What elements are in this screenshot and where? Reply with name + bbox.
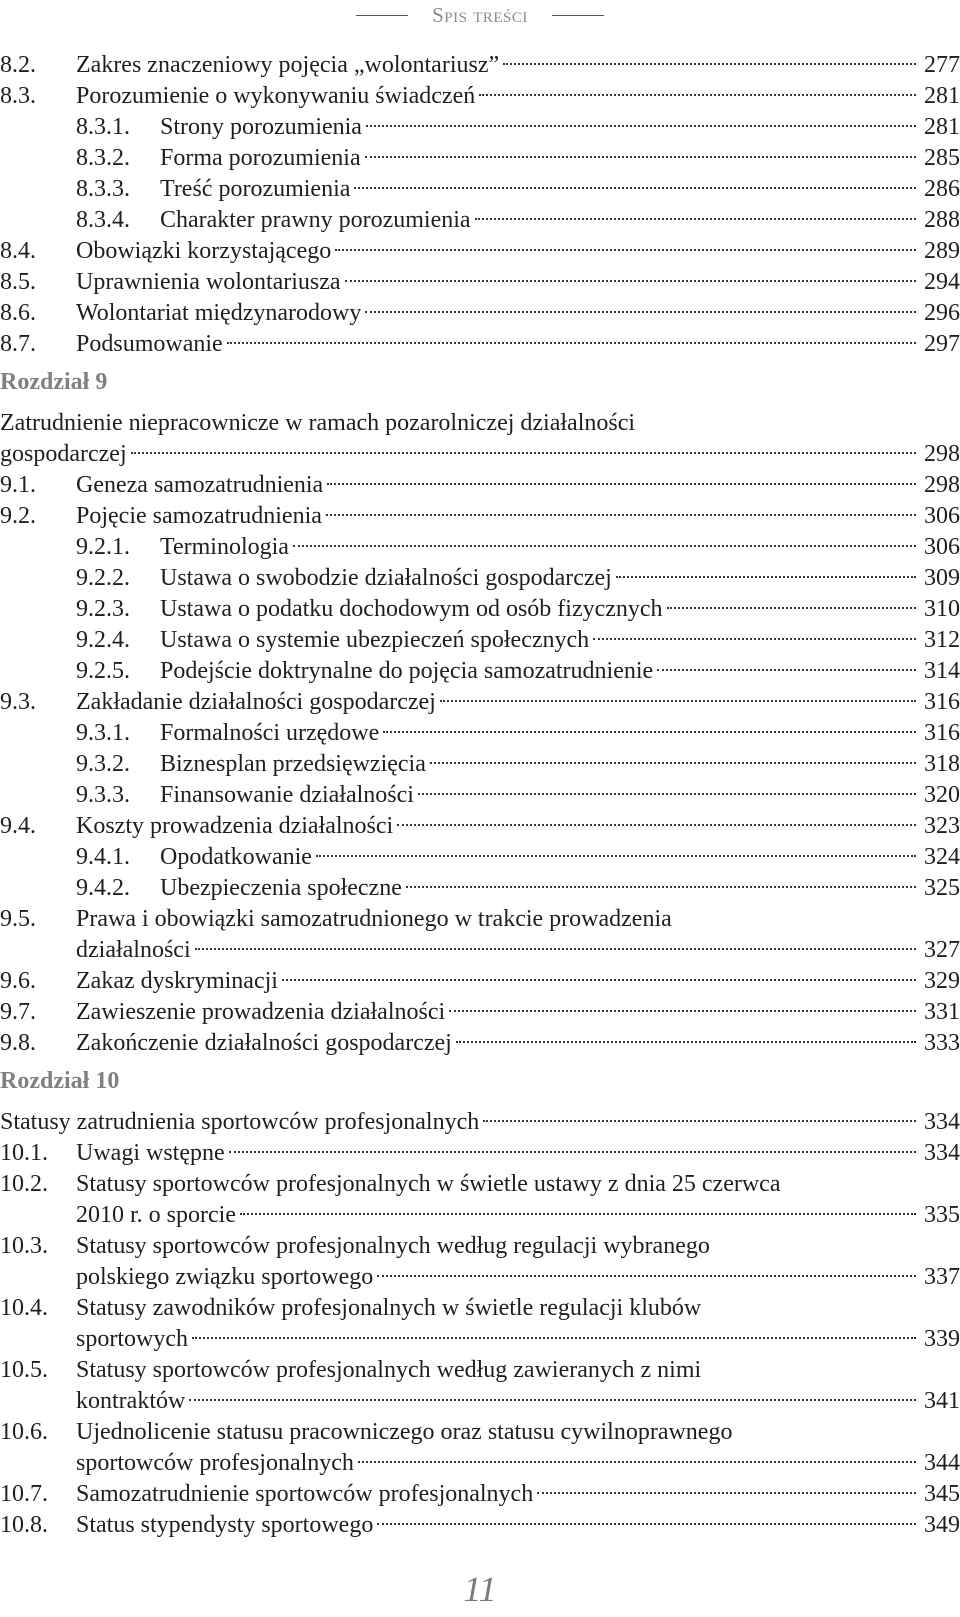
toc-entry-page: 337 xyxy=(924,1264,960,1290)
dot-leader xyxy=(449,1010,916,1012)
toc-entry-title: Podejście doktrynalne do pojęcia samozatrudnienie xyxy=(160,658,654,684)
toc-entry-page: 339 xyxy=(924,1326,960,1352)
toc-entry-number: 8.3.2. xyxy=(76,145,130,171)
toc-entry-page: 312 xyxy=(924,627,960,653)
toc-entry-page: 324 xyxy=(924,844,960,870)
toc-entry-page: 325 xyxy=(924,875,960,901)
toc-entry-title-continuation: sportowców profesjonalnych xyxy=(76,1450,354,1476)
toc-entry-page: 294 xyxy=(924,269,960,295)
toc-entry-number: 9.8. xyxy=(0,1030,36,1056)
toc-entry-page: 334 xyxy=(924,1140,960,1166)
dot-leader xyxy=(316,855,916,857)
toc-entry-page: 344 xyxy=(924,1450,960,1476)
toc-entry-number: 8.4. xyxy=(0,238,36,264)
toc-entry-multiline[interactable] xyxy=(0,1417,960,1448)
chapter-label xyxy=(0,360,960,404)
toc-entry-page: 323 xyxy=(924,813,960,839)
toc-entry-title: Finansowanie działalności xyxy=(160,782,414,808)
chapter-title-entry[interactable] xyxy=(0,439,960,470)
dot-leader xyxy=(406,886,916,888)
dot-leader xyxy=(326,514,916,516)
toc-subentry[interactable] xyxy=(0,718,960,749)
toc-entry[interactable] xyxy=(0,470,960,501)
toc-entry-title: Statusy zawodników profesjonalnych w świetle regulacji klubów xyxy=(76,1295,702,1321)
toc-entry[interactable] xyxy=(0,267,960,298)
toc-entry-number: 8.7. xyxy=(0,331,36,357)
dot-leader xyxy=(475,218,916,220)
toc-entry-number: 9.3. xyxy=(0,689,36,715)
toc-entry-number: 8.5. xyxy=(0,269,36,295)
toc-entry-title: Porozumienie o wykonywaniu świadczeń xyxy=(76,83,476,109)
toc-subentry[interactable] xyxy=(0,656,960,687)
toc-entry-title: Pojęcie samozatrudnienia xyxy=(76,503,322,529)
running-header xyxy=(0,3,960,27)
toc-entry-title: Geneza samozatrudnienia xyxy=(76,472,324,498)
toc-entry-number: 10.4. xyxy=(0,1295,48,1321)
toc-entry-page: 281 xyxy=(924,83,960,109)
toc-entry-title: Statusy sportowców profesjonalnych w świetle ustawy z dnia 25 czerwca xyxy=(76,1171,781,1197)
toc-entry-page: 329 xyxy=(924,968,960,994)
toc-entry-page: 335 xyxy=(924,1202,960,1228)
toc-entry-title: Ujednolicenie statusu pracowniczego oraz statusu cywilnoprawnego xyxy=(76,1419,733,1445)
dot-leader xyxy=(479,94,916,96)
header-rule-right xyxy=(552,15,604,16)
toc-entry-title: Zakładanie działalności gospodarczej xyxy=(76,689,436,715)
toc-entry-title: Samozatrudnienie sportowców profesjonalnych xyxy=(76,1481,534,1507)
toc-entry-title: Forma porozumienia xyxy=(160,145,361,171)
toc-entry[interactable] xyxy=(0,997,960,1028)
toc-entry-title: Zakres znaczeniowy pojęcia „wolontariusz” xyxy=(76,52,500,78)
dot-leader xyxy=(229,1151,916,1153)
toc-entry-page: 277 xyxy=(924,52,960,78)
toc-entry-title-continuation: kontraktów xyxy=(76,1388,186,1414)
toc-entry-number: 10.5. xyxy=(0,1357,48,1383)
chapter-title-line[interactable] xyxy=(0,408,960,439)
toc-entry-number: 10.8. xyxy=(0,1512,48,1538)
toc-entry-page: 327 xyxy=(924,937,960,963)
toc-entry-title: Opodatkowanie xyxy=(160,844,312,870)
toc-entry-title: Ubezpieczenia społeczne xyxy=(160,875,402,901)
toc-entry-number: 8.3.3. xyxy=(76,176,130,202)
toc-entry-title: Ustawa o podatku dochodowym od osób fizycznych xyxy=(160,596,663,622)
toc-entry-page: 320 xyxy=(924,782,960,808)
dot-leader xyxy=(537,1492,916,1494)
toc-entry-title: Podsumowanie xyxy=(76,331,223,357)
toc-entry-title-continuation: sportowych xyxy=(76,1326,188,1352)
toc-entry-multiline[interactable] xyxy=(0,1293,960,1324)
dot-leader xyxy=(366,125,916,127)
header-title: Spis treści xyxy=(432,2,528,27)
toc-entry-page: 281 xyxy=(924,114,960,140)
toc-entry[interactable] xyxy=(0,236,960,267)
toc-entry-page: 334 xyxy=(924,1109,960,1135)
dot-leader xyxy=(335,249,916,251)
toc-entry[interactable] xyxy=(0,298,960,329)
toc-entry-page: 286 xyxy=(924,176,960,202)
toc-entry-page: 331 xyxy=(924,999,960,1025)
dot-leader xyxy=(358,1461,916,1463)
toc-entry[interactable] xyxy=(0,687,960,718)
toc-entry-title: Formalności urzędowe xyxy=(160,720,380,746)
toc-entry-number: 9.5. xyxy=(0,906,36,932)
dot-leader xyxy=(240,1213,916,1215)
toc-entry-page: 306 xyxy=(924,534,960,560)
toc-subentry[interactable] xyxy=(0,873,960,904)
chapter-10-label: Rozdział 10 xyxy=(0,1068,120,1094)
toc-entry-number: 10.7. xyxy=(0,1481,48,1507)
toc-entry-number: 10.1. xyxy=(0,1140,48,1166)
dot-leader xyxy=(503,63,916,65)
toc-entry-page: 341 xyxy=(924,1388,960,1414)
toc-entry-number: 9.2.2. xyxy=(76,565,130,591)
toc-entry-number: 9.2.5. xyxy=(76,658,130,684)
toc-entry-number: 9.2.1. xyxy=(76,534,130,560)
toc-entry-title: Biznesplan przedsięwzięcia xyxy=(160,751,426,777)
dot-leader xyxy=(365,156,916,158)
chapter-title-entry[interactable] xyxy=(0,1107,960,1138)
toc-entry-multiline[interactable] xyxy=(0,1355,960,1386)
toc-entry-title: Strony porozumienia xyxy=(160,114,362,140)
toc-entry[interactable] xyxy=(0,501,960,532)
toc-entry-title: Ustawa o systemie ubezpieczeń społecznych xyxy=(160,627,590,653)
toc-entry-number: 8.3.4. xyxy=(76,207,130,233)
toc-entry-continuation[interactable] xyxy=(0,1200,960,1231)
page-number: 11 xyxy=(463,1569,497,1609)
toc-subentry[interactable] xyxy=(0,143,960,174)
toc-entry[interactable] xyxy=(0,1028,960,1059)
dot-leader xyxy=(227,342,916,344)
toc-subentry[interactable] xyxy=(0,780,960,811)
toc-entry-continuation[interactable] xyxy=(0,1324,960,1355)
toc-subentry[interactable] xyxy=(0,625,960,656)
toc-entry-number: 9.4.2. xyxy=(76,875,130,901)
toc-entry-page: 318 xyxy=(924,751,960,777)
toc-entry-title-continuation: 2010 r. o sporcie xyxy=(76,1202,236,1228)
toc-entry-title: Wolontariat międzynarodowy xyxy=(76,300,362,326)
toc-subentry[interactable] xyxy=(0,205,960,236)
toc-entry-page: 285 xyxy=(924,145,960,171)
toc-entry-page: 296 xyxy=(924,300,960,326)
toc-subentry[interactable] xyxy=(0,749,960,780)
chapter-title: Statusy zatrudnienia sportowców profesjonalnych xyxy=(0,1109,480,1135)
toc-entry-number: 10.6. xyxy=(0,1419,48,1445)
dot-leader xyxy=(483,1120,916,1122)
toc-entry-title: Uwagi wstępne xyxy=(76,1140,225,1166)
dot-leader xyxy=(345,280,916,282)
dot-leader xyxy=(430,762,916,764)
dot-leader xyxy=(383,731,916,733)
dot-leader xyxy=(397,824,916,826)
toc-entry-page: 316 xyxy=(924,720,960,746)
chapter-9-label: Rozdział 9 xyxy=(0,369,108,395)
toc-entry-page: 314 xyxy=(924,658,960,684)
toc-entry-page: 333 xyxy=(924,1030,960,1056)
toc-entry-number: 9.3.2. xyxy=(76,751,130,777)
toc-entry-title: Statusy sportowców profesjonalnych według zawieranych z nimi xyxy=(76,1357,702,1383)
dot-leader xyxy=(365,311,916,313)
toc-entry-page: 310 xyxy=(924,596,960,622)
toc-entry-page: 309 xyxy=(924,565,960,591)
toc-entry-title: Zakaz dyskryminacji xyxy=(76,968,278,994)
dot-leader xyxy=(667,607,916,609)
toc-entry-page: 288 xyxy=(924,207,960,233)
toc-entry-page: 306 xyxy=(924,503,960,529)
toc-subentry[interactable] xyxy=(0,112,960,143)
dot-leader xyxy=(377,1275,916,1277)
toc-entry-multiline[interactable] xyxy=(0,904,960,935)
toc-entry-title: Uprawnienia wolontariusza xyxy=(76,269,341,295)
toc-entry-number: 8.3. xyxy=(0,83,36,109)
toc-entry-number: 9.3.3. xyxy=(76,782,130,808)
toc-entry-number: 8.2. xyxy=(0,52,36,78)
dot-leader xyxy=(440,700,916,702)
toc-entry-page: 289 xyxy=(924,238,960,264)
toc-entry[interactable] xyxy=(0,1479,960,1510)
toc-entry-page: 349 xyxy=(924,1512,960,1538)
toc-entry-continuation[interactable] xyxy=(0,935,960,966)
toc-entry[interactable] xyxy=(0,1510,960,1541)
toc-entry-number: 9.1. xyxy=(0,472,36,498)
toc-entry-title: Statusy sportowców profesjonalnych według regulacji wybranego xyxy=(76,1233,710,1259)
dot-leader xyxy=(657,669,916,671)
dot-leader xyxy=(616,576,916,578)
toc-entry-page: 298 xyxy=(924,441,960,467)
toc-entry-page: 298 xyxy=(924,472,960,498)
toc-entry-title: Ustawa o swobodzie działalności gospodarczej xyxy=(160,565,612,591)
toc-entry-number: 9.7. xyxy=(0,999,36,1025)
dot-leader xyxy=(293,545,916,547)
toc-entry-number: 9.4. xyxy=(0,813,36,839)
toc-entry-title-continuation: działalności xyxy=(76,937,191,963)
toc-entry-title: Zakończenie działalności gospodarczej xyxy=(76,1030,452,1056)
toc-entry-continuation[interactable] xyxy=(0,1262,960,1293)
dot-leader xyxy=(189,1399,916,1401)
toc-entry-title-continuation: polskiego związku sportowego xyxy=(76,1264,374,1290)
toc-entry-number: 10.2. xyxy=(0,1171,48,1197)
chapter-title: Zatrudnienie niepracownicze w ramach pozarolniczej działalności xyxy=(0,410,636,436)
toc-entry-title: Zawieszenie prowadzenia działalności xyxy=(76,999,446,1025)
toc-entry-page: 316 xyxy=(924,689,960,715)
dot-leader xyxy=(195,948,916,950)
dot-leader xyxy=(327,483,916,485)
toc-entry-number: 9.4.1. xyxy=(76,844,130,870)
toc-subentry[interactable] xyxy=(0,594,960,625)
toc-entry-number: 9.2.3. xyxy=(76,596,130,622)
toc-entry-number: 8.6. xyxy=(0,300,36,326)
toc-entry-number: 10.3. xyxy=(0,1233,48,1259)
toc-entry[interactable] xyxy=(0,966,960,997)
toc-entry-number: 9.6. xyxy=(0,968,36,994)
chapter-title-continuation: gospodarczej xyxy=(0,441,127,467)
table-of-contents xyxy=(0,50,960,1541)
toc-entry[interactable] xyxy=(0,1138,960,1169)
toc-entry-title: Charakter prawny porozumienia xyxy=(160,207,471,233)
toc-subentry[interactable] xyxy=(0,842,960,873)
toc-entry-title: Treść porozumienia xyxy=(160,176,351,202)
toc-entry-number: 8.3.1. xyxy=(76,114,130,140)
toc-entry-title: Terminologia xyxy=(160,534,289,560)
toc-entry-continuation[interactable] xyxy=(0,1448,960,1479)
toc-entry-number: 9.3.1. xyxy=(76,720,130,746)
dot-leader xyxy=(456,1041,916,1043)
toc-entry-title: Status stypendysty sportowego xyxy=(76,1512,374,1538)
toc-entry[interactable] xyxy=(0,811,960,842)
toc-entry-title: Obowiązki korzystającego xyxy=(76,238,332,264)
toc-entry-multiline[interactable] xyxy=(0,1169,960,1200)
toc-entry[interactable] xyxy=(0,81,960,112)
toc-entry[interactable] xyxy=(0,329,960,360)
dot-leader xyxy=(377,1523,916,1525)
toc-entry[interactable] xyxy=(0,50,960,81)
toc-entry-title: Koszty prowadzenia działalności xyxy=(76,813,394,839)
toc-entry-title: Prawa i obowiązki samozatrudnionego w trakcie prowadzenia xyxy=(76,906,672,932)
toc-entry-page: 297 xyxy=(924,331,960,357)
dot-leader xyxy=(354,187,916,189)
dot-leader xyxy=(418,793,916,795)
dot-leader xyxy=(131,452,916,454)
toc-subentry[interactable] xyxy=(0,532,960,563)
dot-leader xyxy=(282,979,916,981)
toc-subentry[interactable] xyxy=(0,563,960,594)
dot-leader xyxy=(192,1337,916,1339)
chapter-label xyxy=(0,1059,960,1103)
header-rule-left xyxy=(356,15,408,16)
toc-entry-number: 9.2. xyxy=(0,503,36,529)
toc-entry-multiline[interactable] xyxy=(0,1231,960,1262)
toc-entry-number: 9.2.4. xyxy=(76,627,130,653)
toc-entry-continuation[interactable] xyxy=(0,1386,960,1417)
toc-subentry[interactable] xyxy=(0,174,960,205)
dot-leader xyxy=(593,638,916,640)
toc-entry-page: 345 xyxy=(924,1481,960,1507)
